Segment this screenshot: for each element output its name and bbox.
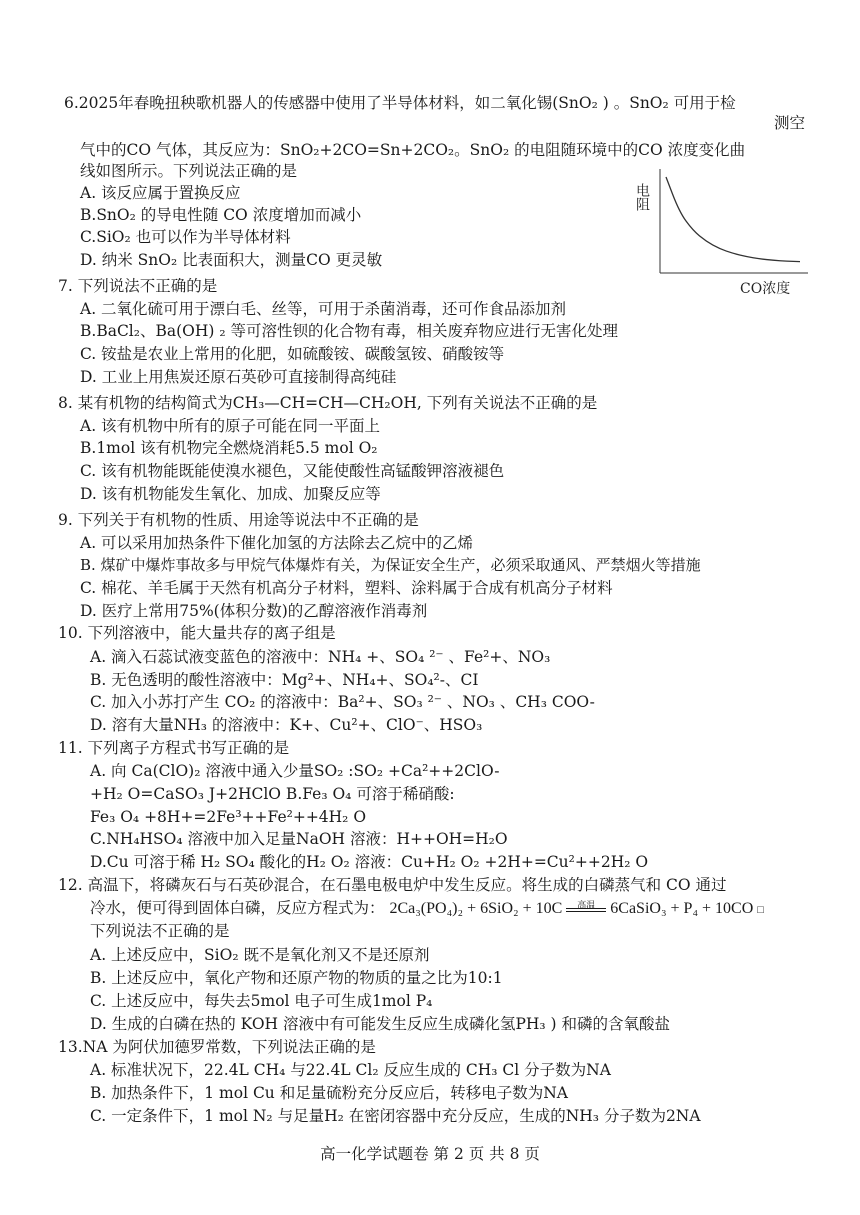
q11-option-c: C.NH₄HSO₄ 溶液中加入足量NaOH 溶液：H++OH=H₂O — [90, 830, 508, 848]
q9-stem: 9. 下列关于有机物的性质、用途等说法中不正确的是 — [58, 511, 419, 529]
q11-option-d: D.Cu 可溶于稀 H₂ SO₄ 酸化的H₂ O₂ 溶液：Cu+H₂ O₂ +2H+=Cu²++2H₂ O — [90, 853, 649, 871]
q7-option-d: D. 工业上用焦炭还原石英砂可直接制得高纯硅 — [80, 368, 397, 386]
q10-stem: 10. 下列溶液中，能大量共存的离子组是 — [58, 624, 336, 642]
q13-stem: 13.NA 为阿伏加德罗常数，下列说法正确的是 — [58, 1038, 376, 1056]
x-axis-label: CO浓度 — [740, 281, 791, 297]
q9-option-c: C. 棉花、羊毛属于天然有机高分子材料，塑料、涂料属于合成有机高分子材料 — [80, 579, 613, 597]
equation-arrow — [566, 900, 606, 912]
q10-option-b: B. 无色透明的酸性溶液中：Mg²+、NH₄+、SO₄²-、CI — [90, 671, 479, 689]
q10-option-a: A. 滴入石蕊试液变蓝色的溶液中：NH₄ +、SO₄ ²⁻ 、Fe²+、NO₃ — [90, 648, 551, 666]
q8-stem: 8. 某有机物的结构简式为CH₃—CH=CH—CH₂OH, 下列有关说法不正确的是 — [58, 394, 598, 412]
q12-option-c: C. 上述反应中，每失去5mol 电子可生成1mol P₄ — [90, 992, 433, 1010]
q8-option-b: B.1mol 该有机物完全燃烧消耗5.5 mol O₂ — [80, 439, 378, 457]
q7-option-a: A. 二氧化硫可用于漂白毛、丝等，可用于杀菌消毒，还可作食品添加剂 — [80, 300, 567, 318]
q11-stem: 11. 下列离子方程式书写正确的是 — [58, 739, 290, 757]
equation-left: 2Ca₃(PO₄)₂ + 6SiO₂ + 10C — [389, 900, 563, 917]
q7-option-b: B.BaCl₂、Ba(OH) ₂ 等可溶性钡的化合物有毒，相关废弃物应进行无害化处理 — [80, 322, 618, 340]
q12-option-d: D. 生成的白磷在热的 KOH 溶液中有可能发生反应生成磷化氢PH₃ ) 和磷的含氧酸盐 — [90, 1015, 671, 1033]
q13-option-a: A. 标准状况下，22.4L CH₄ 与22.4L Cl₂ 反应生成的 CH₃ Cl 分子数为NA — [90, 1061, 611, 1079]
q9-option-d: D. 医疗上常用75%(体积分数)的乙醇溶液作消毒剂 — [80, 602, 428, 620]
q10-option-c: C. 加入小苏打产生 CO₂ 的溶液中：Ba²+、SO₃ ²⁻ 、NO₃ 、CH₃ COO- — [90, 693, 595, 711]
q6-option-a: A. 该反应属于置换反应 — [80, 184, 241, 202]
q8-option-c: C. 该有机物能既能使溴水褪色，又能使酸性高锰酸钾溶液褪色 — [80, 462, 505, 480]
equation-condition: 高温 — [577, 900, 596, 911]
y-axis-label: 电阻 — [634, 183, 650, 211]
q8-option-a: A. 该有机物中所有的原子可能在同一平面上 — [80, 417, 381, 435]
q6-option-c: C.SiO₂ 也可以作为半导体材料 — [80, 228, 291, 246]
q13-option-c: C. 一定条件下，1 mol N₂ 与足量H₂ 在密闭容器中充分反应，生成的NH₃ 分子数为2NA — [90, 1107, 701, 1125]
q7-option-c: C. 铵盐是农业上常用的化肥，如硫酸铵、碳酸氢铵、硝酸铵等 — [80, 345, 505, 363]
q6-stem-line1b: 测空 — [773, 114, 805, 132]
q6-stem-line1: 6.2025年春晚扭秧歌机器人的传感器中使用了半导体材料，如二氧化锡(SnO₂ ) 。SnO₂ 可用于检 — [64, 94, 736, 112]
q12-option-a: A. 上述反应中，SiO₂ 既不是氧化剂又不是还原剂 — [90, 946, 430, 964]
q7-stem: 7. 下列说法不正确的是 — [58, 277, 218, 295]
q11-option-b-cont: Fe₃ O₄ +8H+=2Fe³++Fe²++4H₂ O — [90, 808, 367, 826]
q8-option-d: D. 该有机物能发生氧化、加成、加聚反应等 — [80, 485, 381, 503]
q13-option-b: B. 加热条件下，1 mol Cu 和足量硫粉充分反应后，转移电子数为NA — [90, 1084, 568, 1102]
q9-option-b: B. 煤矿中爆炸事故多与甲烷气体爆炸有关，为保证安全生产，必须采取通风、严禁烟火等措施 — [80, 556, 701, 574]
q11-option-a: A. 向 Ca(ClO)₂ 溶液中通入少量SO₂ :SO₂ +Ca²++2ClO- — [90, 762, 500, 780]
q6-stem-line3: 线如图所示。下列说法正确的是 — [80, 162, 298, 180]
q12-stem-text: 冷水，便可得到固体白磷，反应方程式为： — [90, 899, 385, 917]
resistance-co-chart — [634, 165, 810, 300]
q6-stem-line2: 气中的CO 气体，其反应为：SnO₂+2CO=Sn+2CO₂。SnO₂ 的电阻随环境中的CO 浓度变化曲 — [80, 141, 746, 159]
q6-option-d: D. 纳米 SnO₂ 比表面积大，测量CO 更灵敏 — [80, 251, 383, 269]
q6-option-b: B.SnO₂ 的导电性随 CO 浓度增加而减小 — [80, 206, 362, 224]
resistance-curve — [666, 177, 800, 262]
q12-equation — [389, 900, 763, 917]
equation-right: 6CaSiO₃ + P₄ + 10CO — [610, 900, 754, 917]
page-footer: 高一化学试题卷 第 2 页 共 8 页 — [320, 1145, 540, 1163]
q11-option-a-cont: +H₂ O=CaSO₃ J+2HClO B.Fe₃ O₄ 可溶于稀硝酸: — [90, 785, 455, 803]
q12-stem-line1: 12. 高温下，将磷灰石与石英砂混合，在石墨电极电炉中发生反应。将生成的白磷蒸气和 CO 通过 — [58, 876, 727, 894]
q10-option-d: D. 溶有大量NH₃ 的溶液中：K+、Cu²+、ClO⁻、HSO₃ — [90, 716, 483, 734]
q12-stem-line2 — [90, 897, 764, 921]
q12-option-b: B. 上述反应中，氧化产物和还原产物的物质的量之比为10:1 — [90, 969, 503, 987]
equation-end-mark: □ — [757, 904, 764, 916]
q9-option-a: A. 可以采用加热条件下催化加氢的方法除去乙烷中的乙烯 — [80, 534, 474, 552]
q12-stem-line3: 下列说法不正确的是 — [90, 922, 230, 940]
